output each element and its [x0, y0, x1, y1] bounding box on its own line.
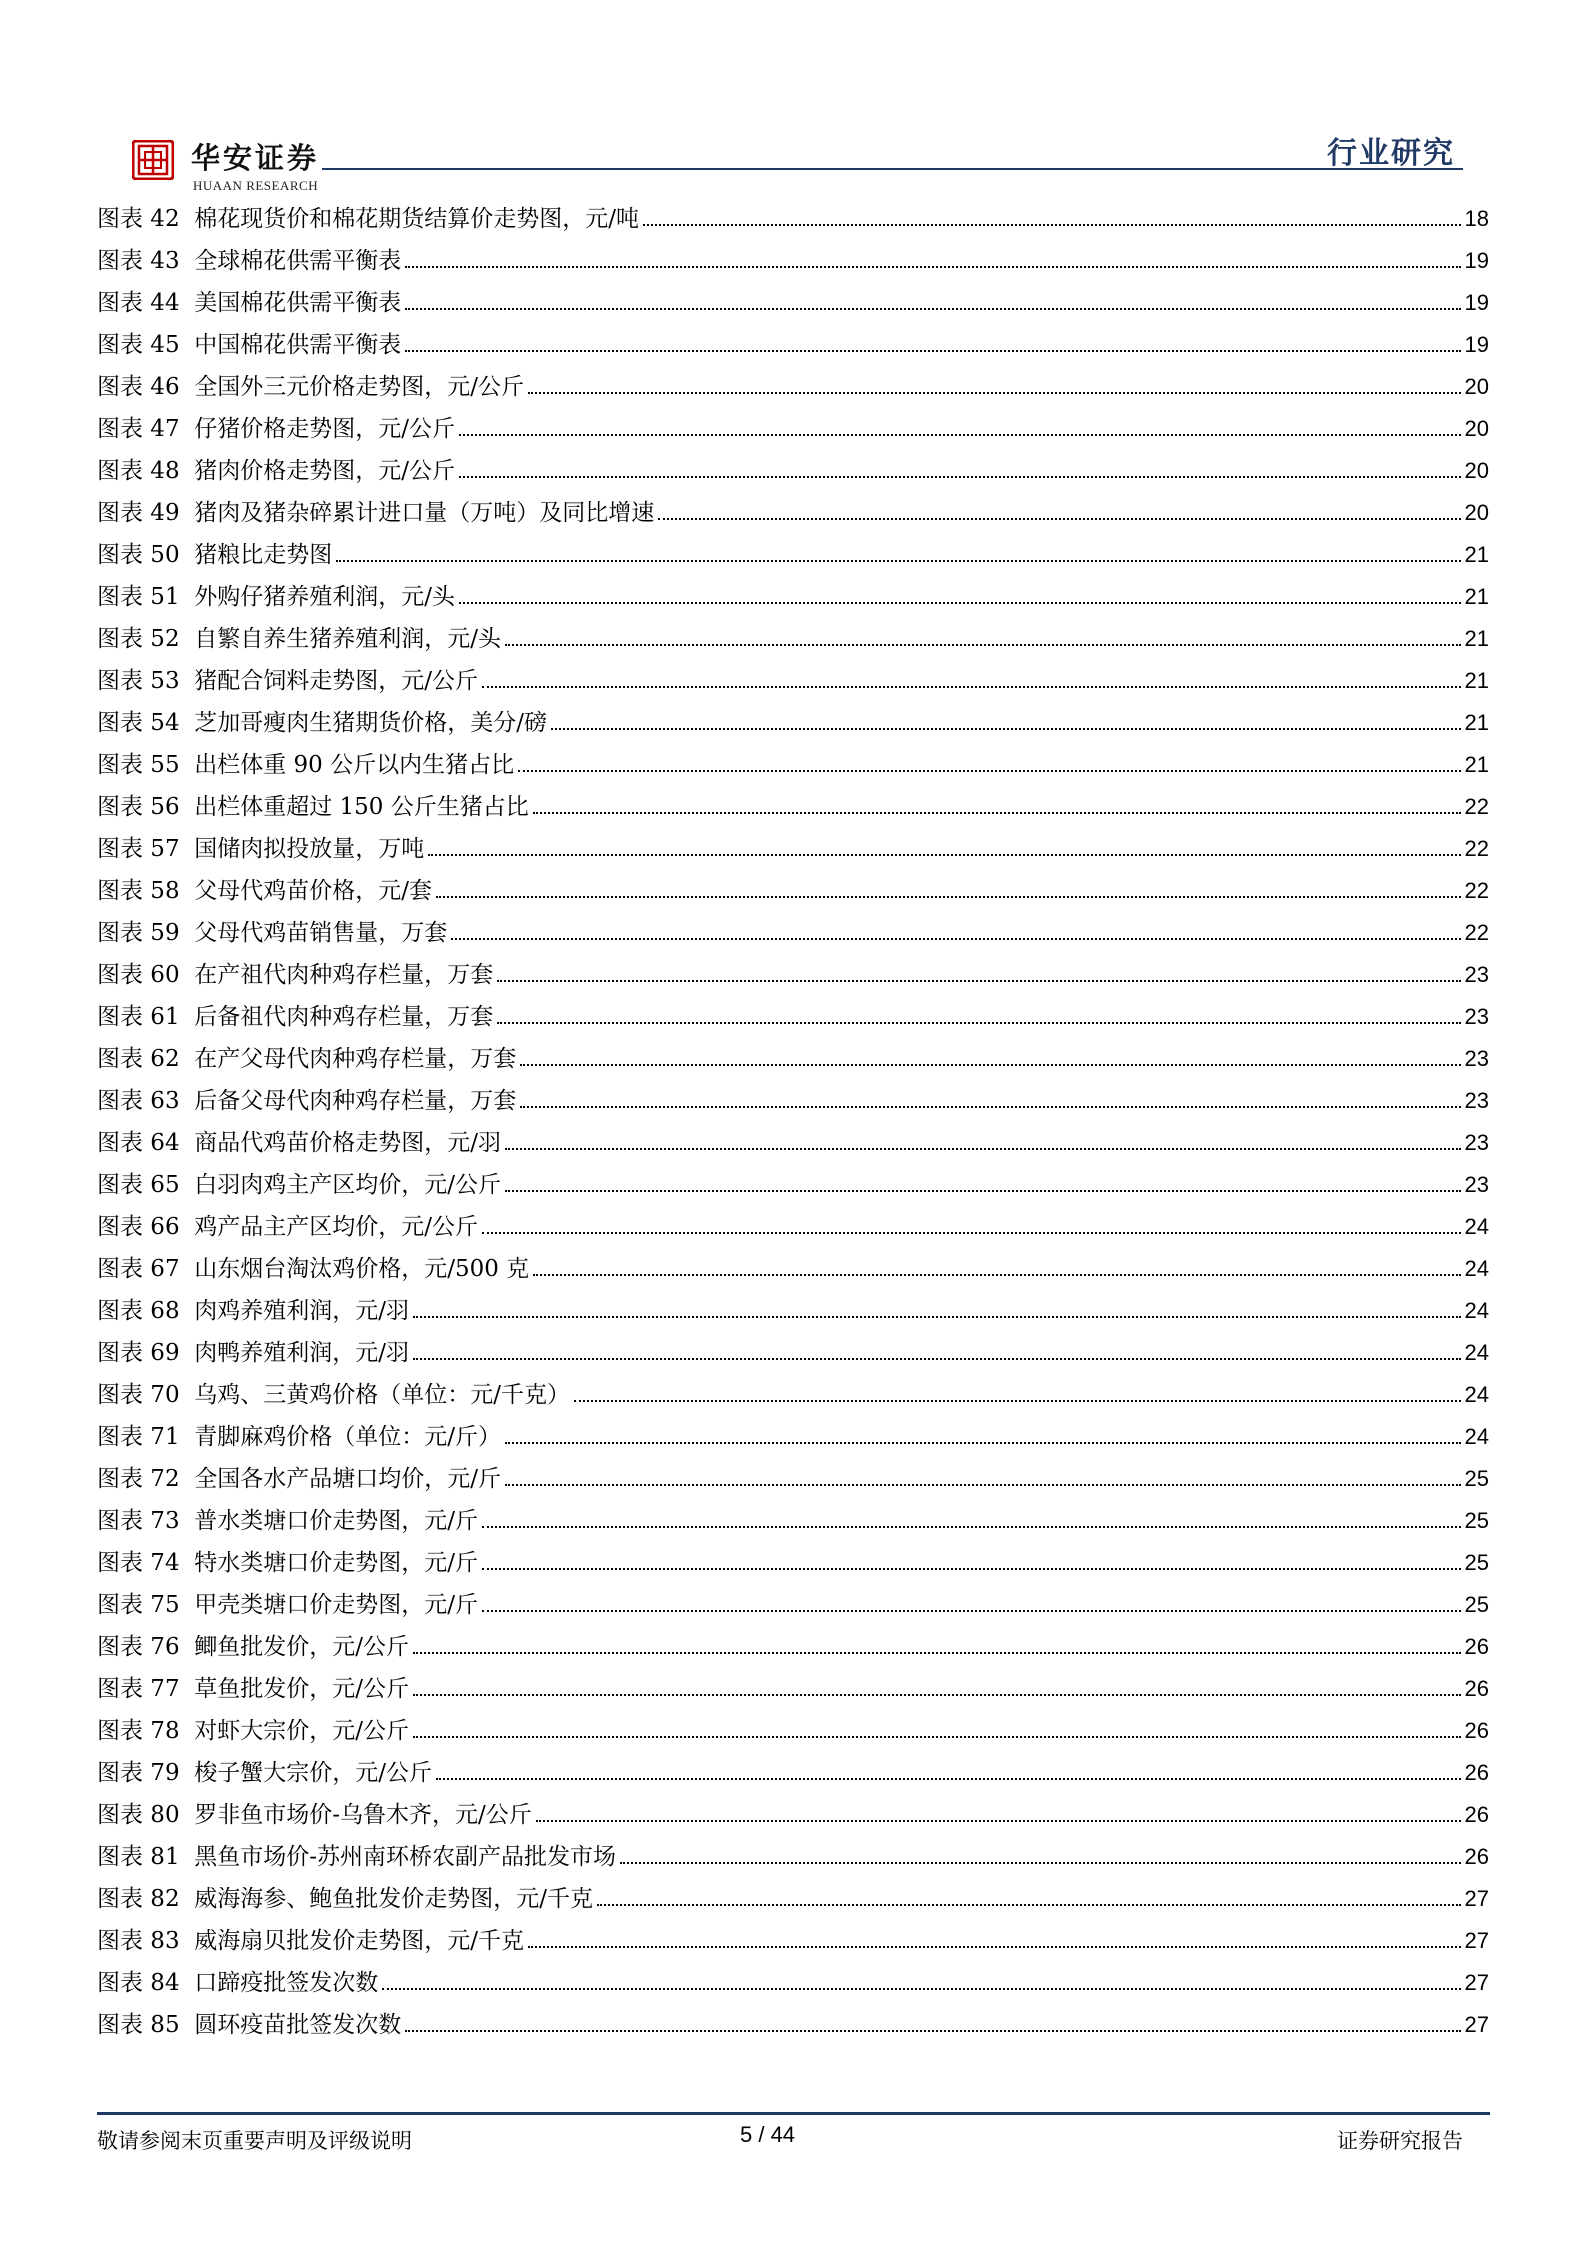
toc-entry-title: 草鱼批发价，元/公斤: [194, 1676, 409, 1702]
toc-leader-dots: [505, 1441, 1461, 1444]
toc-entry-gap: [180, 836, 195, 862]
toc-entry[interactable]: [97, 242, 1489, 284]
toc-entry-title: 在产父母代肉种鸡存栏量，万套: [194, 1046, 517, 1072]
toc-entry-gap: [180, 332, 195, 358]
toc-entry[interactable]: [97, 1796, 1489, 1838]
toc-entry-label: 图表 52: [97, 626, 180, 652]
toc-entry[interactable]: [97, 1166, 1489, 1208]
page-section-title: 行业研究: [1327, 136, 1455, 171]
toc-entry-label: 图表 45: [97, 332, 180, 358]
toc-entry-title: 猪肉价格走势图，元/公斤: [194, 458, 455, 484]
toc-entry[interactable]: [97, 1208, 1489, 1250]
toc-entry-gap: [180, 374, 195, 400]
toc-entry-label: 图表 64: [97, 1130, 180, 1156]
page-number: 5 / 44: [740, 2122, 796, 2147]
toc-entry-page: 24: [1464, 1424, 1489, 1449]
toc-entry-page: 21: [1464, 626, 1489, 651]
toc-leader-dots: [533, 811, 1461, 814]
toc-entry[interactable]: [97, 2006, 1489, 2048]
toc-entry-label: 图表 55: [97, 752, 180, 778]
toc-entry[interactable]: [97, 1082, 1489, 1124]
toc-entry-title: 普水类塘口价走势图，元/斤: [194, 1508, 478, 1534]
toc-entry-label: 图表 85: [97, 2012, 180, 2038]
toc-entry-page: 22: [1464, 920, 1489, 945]
toc-entry-label: 图表 51: [97, 584, 180, 610]
toc-entry[interactable]: [97, 1922, 1489, 1964]
toc-entry-page: 25: [1464, 1550, 1489, 1575]
toc-entry[interactable]: [97, 1964, 1489, 2006]
toc-entry[interactable]: [97, 1040, 1489, 1082]
toc-entry-label: 图表 62: [97, 1046, 180, 1072]
toc-entry-page: 21: [1464, 584, 1489, 609]
toc-entry-page: 26: [1464, 1676, 1489, 1701]
toc-entry-gap: [180, 1466, 195, 1492]
toc-entry-page: 21: [1464, 542, 1489, 567]
toc-leader-dots: [528, 1945, 1461, 1948]
toc-entry-gap: [180, 542, 195, 568]
toc-entry-title: 芝加哥瘦肉生猪期货价格，美分/磅: [194, 710, 547, 736]
toc-entry-title: 乌鸡、三黄鸡价格（单位：元/千克）: [194, 1382, 570, 1408]
toc-entry[interactable]: [97, 1334, 1489, 1376]
toc-entry-gap: [180, 1760, 195, 1786]
toc-leader-dots: [413, 1735, 1461, 1738]
toc-entry-title: 出栏体重 90 公斤以内生猪占比: [194, 752, 515, 778]
disclaimer-note: 敬请参阅末页重要声明及评级说明: [97, 2129, 412, 2153]
toc-entry-title: 出栏体重超过 150 公斤生猪占比: [194, 794, 529, 820]
toc-entry-label: 图表 44: [97, 290, 180, 316]
toc-entry-title: 在产祖代肉种鸡存栏量，万套: [194, 962, 494, 988]
toc-entry-label: 图表 47: [97, 416, 180, 442]
toc-entry-gap: [180, 1928, 195, 1954]
toc-entry-title: 父母代鸡苗销售量，万套: [194, 920, 448, 946]
toc-entry-title: 国储肉拟投放量，万吨: [194, 836, 425, 862]
toc-entry-gap: [180, 1382, 195, 1408]
toc-entry-gap: [180, 920, 195, 946]
toc-leader-dots: [551, 727, 1461, 730]
report-type: 证券研究报告: [1337, 2129, 1463, 2153]
toc-entry-title: 猪配合饲料走势图，元/公斤: [194, 668, 478, 694]
toc-leader-dots: [505, 1483, 1461, 1486]
toc-entry-page: 23: [1464, 962, 1489, 987]
toc-entry-label: 图表 67: [97, 1256, 180, 1282]
toc-entry-label: 图表 73: [97, 1508, 180, 1534]
toc-entry-title: 后备祖代肉种鸡存栏量，万套: [194, 1004, 494, 1030]
toc-entry[interactable]: [97, 1250, 1489, 1292]
toc-entry-title: 鲫鱼批发价，元/公斤: [194, 1634, 409, 1660]
toc-entry-page: 22: [1464, 878, 1489, 903]
toc-leader-dots: [336, 559, 1460, 562]
toc-entry-gap: [180, 668, 195, 694]
toc-entry-label: 图表 66: [97, 1214, 180, 1240]
toc-entry-gap: [180, 1676, 195, 1702]
toc-entry-page: 24: [1464, 1214, 1489, 1239]
toc-entry-page: 22: [1464, 794, 1489, 819]
toc-entry-gap: [180, 794, 195, 820]
toc-entry-label: 图表 49: [97, 500, 180, 526]
toc-entry-label: 图表 63: [97, 1088, 180, 1114]
toc-entry-gap: [180, 500, 195, 526]
toc-leader-dots: [413, 1651, 1461, 1654]
toc-entry-label: 图表 60: [97, 962, 180, 988]
toc-entry-page: 20: [1464, 374, 1489, 399]
toc-leader-dots: [520, 1105, 1460, 1108]
toc-entry-page: 26: [1464, 1802, 1489, 1827]
toc-entry-title: 青脚麻鸡价格（单位：元/斤）: [194, 1424, 501, 1450]
toc-leader-dots: [482, 1609, 1461, 1612]
toc-entry-gap: [180, 1130, 195, 1156]
toc-entry-gap: [180, 1256, 195, 1282]
toc-entry-title: 肉鸡养殖利润，元/羽: [194, 1298, 409, 1324]
toc-leader-dots: [536, 1819, 1461, 1822]
toc-entry-title: 商品代鸡苗价格走势图，元/羽: [194, 1130, 501, 1156]
toc-entry-label: 图表 71: [97, 1424, 180, 1450]
toc-entry-gap: [180, 626, 195, 652]
toc-entry-label: 图表 72: [97, 1466, 180, 1492]
toc-entry-gap: [180, 962, 195, 988]
toc-leader-dots: [451, 937, 1460, 940]
toc-entry-label: 图表 56: [97, 794, 180, 820]
toc-entry[interactable]: [97, 410, 1489, 452]
toc-entry-label: 图表 78: [97, 1718, 180, 1744]
toc-entry[interactable]: [97, 1460, 1489, 1502]
toc-leader-dots: [505, 1189, 1461, 1192]
toc-entry-gap: [180, 1718, 195, 1744]
toc-entry-label: 图表 84: [97, 1970, 180, 1996]
toc-entry-label: 图表 75: [97, 1592, 180, 1618]
toc-entry-gap: [180, 2012, 195, 2038]
toc-entry-gap: [180, 290, 195, 316]
toc-leader-dots: [428, 853, 1460, 856]
toc-entry-title: 仔猪价格走势图，元/公斤: [194, 416, 455, 442]
toc-entry[interactable]: [97, 620, 1489, 662]
toc-entry-label: 图表 53: [97, 668, 180, 694]
toc-entry-gap: [180, 1046, 195, 1072]
toc-leader-dots: [620, 1861, 1461, 1864]
toc-entry[interactable]: [97, 494, 1489, 536]
toc-leader-dots: [459, 601, 1461, 604]
toc-entry[interactable]: [97, 1586, 1489, 1628]
toc-entry-title: 圆环疫苗批签发次数: [194, 2012, 402, 2038]
toc-entry[interactable]: [97, 1544, 1489, 1586]
toc-entry-page: 23: [1464, 1130, 1489, 1155]
toc-entry-page: 18: [1464, 206, 1489, 231]
toc-entry[interactable]: [97, 1418, 1489, 1460]
toc-leader-dots: [505, 643, 1461, 646]
toc-entry-page: 27: [1464, 1928, 1489, 1953]
toc-entry-title: 猪粮比走势图: [194, 542, 333, 568]
toc-entry-gap: [180, 710, 195, 736]
toc-entry-label: 图表 50: [97, 542, 180, 568]
toc-leader-dots: [597, 1903, 1461, 1906]
toc-entry-page: 25: [1464, 1466, 1489, 1491]
toc-leader-dots: [382, 1987, 1460, 1990]
toc-entry-title: 对虾大宗价，元/公斤: [194, 1718, 409, 1744]
toc-entry-title: 白羽肉鸡主产区均价，元/公斤: [194, 1172, 501, 1198]
toc-entry-gap: [180, 1886, 195, 1912]
toc-entry-title: 威海海参、鲍鱼批发价走势图，元/千克: [194, 1886, 593, 1912]
toc-entry-gap: [180, 1088, 195, 1114]
toc-leader-dots: [436, 895, 1461, 898]
toc-leader-dots: [574, 1399, 1461, 1402]
toc-entry-gap: [180, 1970, 195, 1996]
toc-entry[interactable]: [97, 998, 1489, 1040]
huaan-seal-icon: [132, 140, 174, 180]
toc-entry-gap: [180, 1550, 195, 1576]
toc-leader-dots: [482, 1525, 1461, 1528]
toc-entry-page: 27: [1464, 2012, 1489, 2037]
toc-entry[interactable]: [97, 872, 1489, 914]
toc-entry-page: 25: [1464, 1508, 1489, 1533]
toc-entry[interactable]: [97, 578, 1489, 620]
toc-leader-dots: [405, 349, 1460, 352]
toc-entry[interactable]: [97, 1670, 1489, 1712]
toc-leader-dots: [436, 1777, 1461, 1780]
toc-entry-page: 19: [1464, 290, 1489, 315]
toc-entry-page: 27: [1464, 1970, 1489, 1995]
toc-entry-page: 23: [1464, 1088, 1489, 1113]
toc-entry-page: 26: [1464, 1634, 1489, 1659]
toc-entry-page: 19: [1464, 332, 1489, 357]
toc-entry[interactable]: [97, 830, 1489, 872]
toc-entry-page: 20: [1464, 500, 1489, 525]
toc-entry-gap: [180, 1214, 195, 1240]
toc-entry[interactable]: [97, 1712, 1489, 1754]
toc-entry-title: 棉花现货价和棉花期货结算价走势图，元/吨: [194, 206, 639, 232]
toc-entry-page: 20: [1464, 458, 1489, 483]
toc-entry-label: 图表 76: [97, 1634, 180, 1660]
toc-entry-title: 全国各水产品塘口均价，元/斤: [194, 1466, 501, 1492]
toc-entry[interactable]: [97, 662, 1489, 704]
toc-entry-page: 27: [1464, 1886, 1489, 1911]
toc-entry-label: 图表 79: [97, 1760, 180, 1786]
toc-leader-dots: [459, 433, 1461, 436]
toc-entry-page: 26: [1464, 1844, 1489, 1869]
toc-entry[interactable]: [97, 1502, 1489, 1544]
toc-entry-page: 23: [1464, 1004, 1489, 1029]
toc-leader-dots: [413, 1357, 1461, 1360]
toc-entry-gap: [180, 1340, 195, 1366]
toc-entry-page: 21: [1464, 710, 1489, 735]
toc-leader-dots: [482, 1567, 1461, 1570]
header-divider: [322, 168, 1463, 170]
toc-entry-title: 梭子蟹大宗价，元/公斤: [194, 1760, 432, 1786]
toc-entry-gap: [180, 584, 195, 610]
toc-entry-title: 山东烟台淘汰鸡价格，元/500 克: [194, 1256, 530, 1282]
toc-entry-title: 口蹄疫批签发次数: [194, 1970, 379, 1996]
toc-entry[interactable]: [97, 914, 1489, 956]
toc-entry-gap: [180, 1424, 195, 1450]
toc-entry[interactable]: [97, 956, 1489, 998]
toc-leader-dots: [528, 391, 1461, 394]
toc-entry-label: 图表 43: [97, 248, 180, 274]
toc-entry[interactable]: [97, 1754, 1489, 1796]
toc-entry-title: 威海扇贝批发价走势图，元/千克: [194, 1928, 524, 1954]
toc-entry-label: 图表 82: [97, 1886, 180, 1912]
toc-entry-label: 图表 69: [97, 1340, 180, 1366]
toc-entry[interactable]: [97, 704, 1489, 746]
toc-entry-gap: [180, 752, 195, 778]
toc-entry-page: 24: [1464, 1298, 1489, 1323]
toc-entry-label: 图表 68: [97, 1298, 180, 1324]
toc-entry-title: 猪肉及猪杂碎累计进口量（万吨）及同比增速: [194, 500, 655, 526]
toc-entry[interactable]: [97, 536, 1489, 578]
toc-entry-gap: [180, 248, 195, 274]
toc-entry-label: 图表 61: [97, 1004, 180, 1030]
toc-entry[interactable]: [97, 368, 1489, 410]
toc-entry-label: 图表 77: [97, 1676, 180, 1702]
toc-entry[interactable]: [97, 1376, 1489, 1418]
toc-leader-dots: [518, 769, 1460, 772]
toc-leader-dots: [533, 1273, 1460, 1276]
toc-entry-title: 父母代鸡苗价格，元/套: [194, 878, 432, 904]
toc-entry-label: 图表 65: [97, 1172, 180, 1198]
toc-entry-title: 甲壳类塘口价走势图，元/斤: [194, 1592, 478, 1618]
toc-entry[interactable]: [97, 1838, 1489, 1880]
toc-leader-dots: [497, 1021, 1460, 1024]
logo-subtitle: HUAAN RESEARCH: [193, 178, 319, 193]
toc-entry-label: 图表 83: [97, 1928, 180, 1954]
toc-entry-gap: [180, 878, 195, 904]
toc-entry[interactable]: [97, 452, 1489, 494]
toc-entry-label: 图表 70: [97, 1382, 180, 1408]
toc-entry-page: 20: [1464, 416, 1489, 441]
toc-entry-page: 23: [1464, 1172, 1489, 1197]
toc-entry-gap: [180, 1844, 195, 1870]
toc-leader-dots: [482, 685, 1461, 688]
logo-wordmark: 华安证券: [191, 141, 320, 175]
toc-entry-page: 24: [1464, 1256, 1489, 1281]
toc-entry-label: 图表 80: [97, 1802, 180, 1828]
toc-leader-dots: [497, 979, 1460, 982]
toc-entry[interactable]: [97, 1124, 1489, 1166]
toc-entry-page: 25: [1464, 1592, 1489, 1617]
toc-entry-label: 图表 54: [97, 710, 180, 736]
toc-entry-page: 23: [1464, 1046, 1489, 1071]
toc-entry[interactable]: [97, 746, 1489, 788]
toc-leader-dots: [405, 307, 1460, 310]
toc-entry-gap: [180, 1634, 195, 1660]
toc-entry-title: 全球棉花供需平衡表: [194, 248, 402, 274]
toc-entry[interactable]: [97, 326, 1489, 368]
toc-entry-gap: [180, 1802, 195, 1828]
toc-entry-label: 图表 42: [97, 206, 180, 232]
toc-entry-gap: [180, 206, 195, 232]
toc-entry-label: 图表 57: [97, 836, 180, 862]
toc-entry-label: 图表 46: [97, 374, 180, 400]
toc-entry-page: 22: [1464, 836, 1489, 861]
toc-entry-title: 特水类塘口价走势图，元/斤: [194, 1550, 478, 1576]
toc-entry-gap: [180, 1004, 195, 1030]
toc-entry-title: 外购仔猪养殖利润，元/头: [194, 584, 455, 610]
toc-entry-title: 鸡产品主产区均价，元/公斤: [194, 1214, 478, 1240]
toc-entry-gap: [180, 1592, 195, 1618]
footer-divider: [97, 2112, 1490, 2115]
toc-entry-page: 24: [1464, 1340, 1489, 1365]
toc-entry-title: 黑鱼市场价-苏州南环桥农副产品批发市场: [194, 1844, 616, 1870]
toc-leader-dots: [405, 2029, 1460, 2032]
toc-entry-title: 美国棉花供需平衡表: [194, 290, 402, 316]
toc-leader-dots: [643, 223, 1461, 226]
toc-entry-gap: [180, 1298, 195, 1324]
toc-entry-label: 图表 59: [97, 920, 180, 946]
toc-leader-dots: [520, 1063, 1460, 1066]
toc-entry-page: 24: [1464, 1382, 1489, 1407]
toc-entry-gap: [180, 1508, 195, 1534]
toc-entry-page: 26: [1464, 1718, 1489, 1743]
toc-entry[interactable]: [97, 284, 1489, 326]
toc-entry[interactable]: [97, 1292, 1489, 1334]
toc-entry[interactable]: [97, 1880, 1489, 1922]
toc-entry-label: 图表 58: [97, 878, 180, 904]
toc-entry-title: 罗非鱼市场价-乌鲁木齐，元/公斤: [194, 1802, 532, 1828]
page-header: [97, 128, 1463, 193]
toc-entry-title: 全国外三元价格走势图，元/公斤: [194, 374, 524, 400]
toc-entry-gap: [180, 1172, 195, 1198]
toc-entry-title: 自繁自养生猪养殖利润，元/头: [194, 626, 501, 652]
toc-leader-dots: [459, 475, 1461, 478]
toc-leader-dots: [505, 1147, 1461, 1150]
toc-entry-title: 肉鸭养殖利润，元/羽: [194, 1340, 409, 1366]
toc-entry-page: 21: [1464, 668, 1489, 693]
toc-entry-label: 图表 81: [97, 1844, 180, 1870]
toc-entry-label: 图表 74: [97, 1550, 180, 1576]
toc-entry-page: 19: [1464, 248, 1489, 273]
figure-list: [97, 200, 1489, 2048]
toc-leader-dots: [413, 1315, 1461, 1318]
toc-leader-dots: [405, 265, 1460, 268]
toc-entry[interactable]: [97, 200, 1489, 242]
toc-entry-gap: [180, 458, 195, 484]
toc-entry-page: 21: [1464, 752, 1489, 777]
toc-entry-title: 中国棉花供需平衡表: [194, 332, 402, 358]
toc-leader-dots: [482, 1231, 1461, 1234]
toc-entry[interactable]: [97, 788, 1489, 830]
toc-leader-dots: [658, 517, 1460, 520]
toc-leader-dots: [413, 1693, 1461, 1696]
toc-entry-label: 图表 48: [97, 458, 180, 484]
toc-entry-title: 后备父母代肉种鸡存栏量，万套: [194, 1088, 517, 1114]
toc-entry-gap: [180, 416, 195, 442]
toc-entry[interactable]: [97, 1628, 1489, 1670]
toc-entry-page: 26: [1464, 1760, 1489, 1785]
